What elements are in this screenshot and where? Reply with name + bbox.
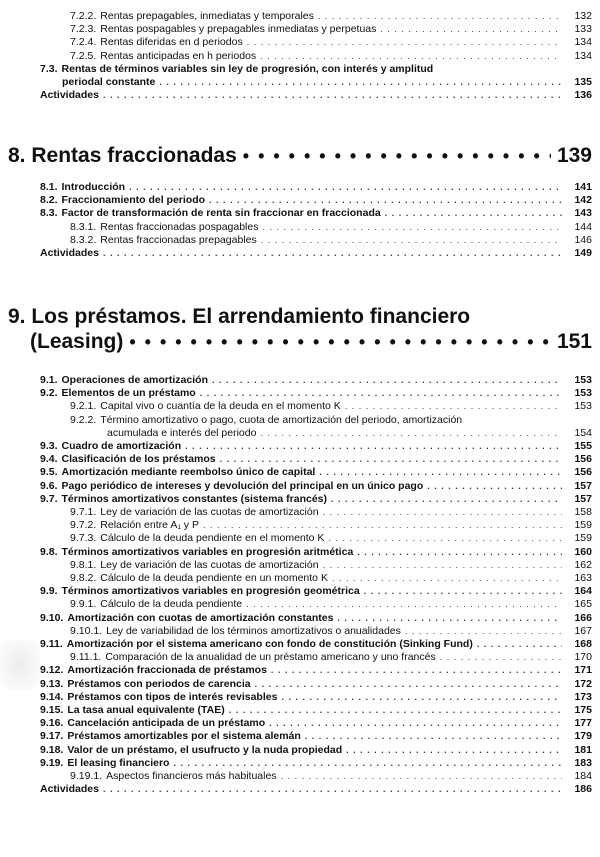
toc-entry-page: 173 [574, 690, 592, 703]
toc-entry-label [70, 23, 376, 35]
toc-entry-label [40, 181, 125, 193]
toc-entry-title: Cálculo de la deuda pendiente en un momento K [100, 572, 328, 584]
dot-leader [281, 770, 562, 782]
toc-entry-label [70, 532, 324, 544]
toc-entry [70, 400, 592, 412]
dot-leader [332, 572, 562, 584]
dot-leader [337, 612, 562, 624]
toc-entry-number: 8.3. [40, 207, 58, 220]
toc-entry [40, 480, 592, 492]
toc-entry-number: 8.3.2. [70, 233, 97, 246]
dot-leader [269, 717, 562, 729]
toc-entry-label [40, 678, 251, 690]
toc-entry-number: 9.7.3. [70, 532, 97, 545]
toc-entry-page: 132 [574, 10, 592, 22]
dot-leader [281, 691, 562, 703]
chapter-9-title-line2: (Leasing) [30, 330, 124, 353]
chapter-9-title-line1: 9. Los préstamos. El arrendamiento financiero [8, 305, 471, 328]
toc-entry [40, 585, 592, 597]
dot-leader [405, 625, 562, 637]
toc-entry [40, 194, 592, 206]
toc-entry-page: 177 [574, 717, 592, 730]
dot-leader [331, 493, 562, 505]
toc-entry-number: 9.7.1. [70, 506, 97, 518]
toc-entry-number: 7.2.3. [70, 23, 97, 36]
toc-entry-title: Ley de variación de las cuotas de amortización [100, 558, 319, 571]
toc-entry-title: Rentas fraccionadas pospagables [100, 220, 259, 233]
dot-leader [159, 76, 562, 88]
toc-entry-title-continued: acumulada e interés del periodo [107, 426, 257, 439]
toc-entry-number: 9.10. [40, 611, 64, 624]
dot-leader [440, 651, 562, 663]
toc-entry-number: 9.18. [40, 743, 64, 756]
toc-entry-title: Amortización fraccionada de préstamos [67, 664, 267, 677]
toc-entry-title: Término amortizativo o pago, cuota de amortización del periodo, amortización [100, 413, 463, 426]
toc-entry-number: 9.8.1. [70, 558, 97, 571]
toc-entry-title: La tasa anual equivalente (TAE) [67, 704, 225, 716]
toc-entry-number: 7.2.4. [70, 36, 97, 49]
toc-entry [40, 612, 592, 624]
toc-entry-page: 153 [574, 374, 592, 386]
toc-entry-title: Actividades [40, 247, 99, 259]
toc-entry-number: 9.11. [40, 638, 63, 650]
toc-entry [40, 704, 592, 716]
toc-entry-number: 9.17. [40, 730, 64, 743]
toc-entry-page: 135 [574, 75, 592, 88]
toc-entry-number: 8.1. [40, 181, 58, 193]
toc-entry-label [40, 691, 277, 703]
toc-entry [40, 440, 592, 452]
dot-leader [323, 559, 562, 571]
toc-entry-title: Rentas fraccionadas prepagables [100, 233, 257, 246]
dot-leader [380, 23, 562, 35]
dot-leader [255, 678, 562, 690]
dot-leader [328, 532, 562, 544]
toc-entry-page: 168 [574, 638, 592, 650]
toc-entry-page: 184 [574, 770, 592, 782]
toc-entry [62, 76, 592, 88]
toc-entry-label [70, 506, 319, 518]
toc-entry [40, 466, 592, 478]
toc-entry-page: 156 [574, 466, 592, 479]
toc-entry-label [70, 221, 258, 233]
toc-entry-title: Términos amortizativos variables en progresión aritmética [61, 545, 354, 558]
toc-entry [40, 493, 592, 505]
toc-entry-number: 9.3. [40, 440, 58, 452]
toc-entry-title: Préstamos amortizables por el sistema alemán [67, 730, 301, 743]
dot-leader [385, 207, 562, 219]
toc-entry [70, 651, 592, 663]
toc-entry-label [40, 466, 315, 478]
dot-leader [103, 247, 562, 259]
toc-entry-number: 7.2.5. [70, 49, 97, 62]
toc-entry [40, 453, 592, 465]
toc-entry-label [70, 559, 319, 571]
dot-leader [203, 519, 562, 531]
toc-entry-label [70, 598, 242, 610]
dot-leader [200, 387, 562, 399]
toc-entry-label [40, 638, 473, 650]
dot-leader [319, 466, 562, 478]
toc-entry-title: Ley de variabilidad de los términos amortizativos o anualidades [106, 624, 401, 637]
toc-entry-label [70, 400, 341, 412]
toc-entry-page: 159 [574, 532, 592, 545]
dot-leader [364, 585, 562, 597]
toc-entry-number: 9.10.1. [70, 624, 103, 637]
toc-entry [40, 744, 592, 756]
toc-entry-number: 9.5. [40, 466, 58, 479]
toc-entry [40, 387, 592, 399]
toc-entry-page: 179 [574, 730, 592, 743]
toc-entry-page: 156 [574, 453, 592, 466]
toc-entry-title: Actividades [40, 89, 99, 102]
toc-entry-title: Rentas prepagables, inmediatas y temporales [100, 10, 314, 22]
toc-entry [40, 89, 592, 101]
toc-entry [70, 23, 592, 35]
dot-leader [427, 480, 562, 492]
toc-entry [70, 559, 592, 571]
toc-entry [70, 234, 592, 246]
toc-entry [70, 572, 592, 584]
toc-entry-number: 9.19.1. [70, 770, 103, 782]
chapter-8-heading [8, 144, 592, 168]
toc-entry-page: 149 [574, 247, 592, 259]
toc-entry-label [40, 612, 333, 624]
dot-leader [261, 234, 562, 246]
toc-entry-label [40, 374, 208, 386]
toc-entry [70, 598, 592, 610]
toc-entry-title: Términos amortizativos constantes (sistema francés) [61, 492, 328, 505]
dot-leader [477, 638, 562, 650]
toc-entry-title: Amortización por el sistema americano con fondo de constitución (Sinking Fund) [66, 638, 473, 650]
chapter-9-leader [129, 332, 551, 353]
dot-leader [260, 427, 562, 439]
toc-entry-label [70, 36, 243, 48]
chapter-8-page: 139 [556, 144, 592, 167]
toc-entry-label [40, 730, 301, 742]
toc-entry-number: 9.11.1. [70, 651, 102, 664]
toc-entry-number: 9.8.2. [70, 572, 97, 584]
toc-entry-page: 162 [574, 558, 592, 571]
toc-entry-title: Rentas anticipadas en h periodos [100, 49, 257, 62]
toc-entry [70, 532, 592, 544]
toc-entry-label [70, 414, 462, 426]
toc-entry-title: Factor de transformación de renta sin fraccionar en fraccionada [61, 207, 381, 220]
dot-leader [185, 440, 562, 452]
toc-entry-label [40, 387, 196, 399]
toc-entry-page: 141 [574, 181, 592, 193]
toc-entry-page: 153 [574, 400, 592, 413]
toc-entry-page: 154 [574, 426, 592, 439]
toc-entry-label [70, 770, 277, 782]
toc-entry [40, 638, 592, 650]
toc-entry [107, 427, 592, 439]
toc-entry-label [40, 194, 205, 206]
toc-entry-page: 146 [574, 233, 592, 246]
dot-leader [346, 744, 562, 756]
toc-entry [70, 221, 592, 233]
toc-entry-label [40, 63, 433, 75]
toc-entry-page: 183 [574, 756, 592, 769]
toc-entry [40, 247, 592, 259]
toc-entry-label [40, 546, 353, 558]
toc-entry-label [70, 651, 436, 663]
toc-entry-number: 9.9.1. [70, 598, 97, 611]
toc-entry [70, 519, 592, 531]
toc-entry [70, 506, 592, 518]
toc-entry-number: 8.2. [40, 194, 58, 207]
toc-entry-page: 175 [574, 704, 592, 716]
toc-entry [70, 770, 592, 782]
toc-entry [70, 10, 592, 22]
toc-entry [40, 717, 592, 729]
dot-leader [103, 783, 562, 795]
toc-entry-page: 167 [574, 624, 592, 637]
dot-leader [345, 400, 562, 412]
toc-entry-title: Elementos de un préstamo [61, 387, 196, 400]
toc-entry-page: 153 [574, 387, 592, 400]
toc-entry-title: Introducción [61, 181, 126, 193]
toc-entry-number: 7.3. [40, 62, 58, 75]
toc-entry-page: 181 [574, 743, 592, 756]
toc-entry-page: 133 [574, 23, 592, 36]
toc-entry-label [70, 572, 328, 584]
toc-entry-first-line [70, 414, 592, 426]
toc-entry-page: 186 [574, 783, 592, 796]
toc-entry-title: Rentas diferidas en d periodos [100, 36, 243, 49]
toc-entry-label [70, 519, 199, 531]
toc-entry-first-line [40, 63, 592, 75]
toc-entry-title: Capital vivo o cuantía de la deuda en el momento K [100, 400, 341, 413]
toc-entry-page: 166 [574, 611, 592, 624]
toc-entry-number: 9.2. [40, 387, 58, 400]
toc-entry-label [40, 585, 360, 597]
toc-entry-number: 9.2.2. [70, 413, 97, 426]
toc-entry-number: 9.7. [40, 492, 58, 505]
toc-entry-title: Cálculo de la deuda pendiente [100, 598, 243, 611]
toc-entry [70, 50, 592, 62]
toc-entry-label [70, 50, 256, 62]
dot-leader [357, 546, 562, 558]
toc-entry-title: Actividades [40, 783, 99, 796]
toc-entry-number: 8.3.1. [70, 220, 97, 233]
toc-entry [40, 757, 592, 769]
toc-entry-number: 9.9. [40, 585, 58, 598]
toc-entry-page: 157 [574, 479, 592, 492]
toc-entry-number: 9.8. [40, 545, 58, 558]
toc-entry-label [70, 625, 401, 637]
toc-entry-title: Rentas pospagables y prepagables inmediatas y perpetuas [100, 23, 377, 36]
toc-entry [70, 36, 592, 48]
dot-leader [209, 194, 562, 206]
toc-entry-label [40, 247, 99, 259]
toc-entry-title: Comparación de la anualidad de un préstamo americano y uno francés [105, 651, 436, 664]
toc-entry-title: Amortización mediante reembolso único de capital [61, 466, 316, 479]
toc-entry-title: El leasing financiero [67, 756, 170, 769]
dot-leader [129, 181, 562, 193]
toc-entry-title: Relación entre A₁ y P [100, 519, 199, 532]
toc-entry-page: 144 [574, 220, 592, 233]
toc-entry-title: Aspectos financieros más habituales [106, 770, 277, 782]
toc-entry-label [40, 744, 342, 756]
toc-entry-title: Operaciones de amortización [61, 374, 208, 386]
toc-entry [40, 664, 592, 676]
faint-stamp-mark [0, 640, 40, 690]
toc-entry [40, 546, 592, 558]
toc-entry-label [40, 493, 327, 505]
toc-entry [70, 625, 592, 637]
toc-entry [40, 207, 592, 219]
dot-leader [271, 664, 562, 676]
toc-entry-label [40, 717, 265, 729]
toc-entry-page: 171 [574, 664, 592, 677]
toc-entry-title: Cálculo de la deuda pendiente en el momento K [100, 532, 325, 545]
chapter-9-heading [8, 304, 592, 354]
toc-entry-number: 9.16. [40, 717, 64, 730]
toc-entry-page: 160 [574, 545, 592, 558]
toc-entry-label [40, 664, 267, 676]
dot-leader [262, 221, 562, 233]
toc-entry-title: Fraccionamiento del periodo [61, 194, 206, 207]
toc-entry-title: Términos amortizativos variables en progresión geométrica [61, 585, 360, 598]
toc-entry-page: 165 [574, 598, 592, 611]
toc-entry-title: Valor de un préstamo, el usufructo y la nuda propiedad [67, 743, 343, 756]
toc-entry-page: 134 [574, 36, 592, 49]
chapter-8-title: 8. Rentas fraccionadas [8, 144, 237, 167]
toc-entry-page: 159 [574, 519, 592, 532]
toc-entry-number: 9.4. [40, 453, 58, 466]
toc-entry-title: Préstamos con periodos de carencia [67, 677, 251, 690]
toc-entry-page: 134 [574, 49, 592, 62]
dot-leader [305, 730, 562, 742]
toc-entry-label [70, 10, 314, 22]
toc-entry-number: 7.2.2. [70, 10, 97, 22]
toc-entry-label [40, 440, 181, 452]
toc-entry-page: 155 [574, 440, 592, 452]
toc-entry-number: 9.15. [40, 704, 64, 716]
toc-entry-number: 9.19. [40, 756, 64, 769]
toc-entry-label [40, 207, 381, 219]
dot-leader [323, 506, 562, 518]
toc-entry-number: 9.7.2. [70, 519, 97, 532]
dot-leader [247, 36, 562, 48]
dot-leader [212, 374, 562, 386]
toc-entry-title: Pago periódico de intereses y devolución del principal en un único pago [61, 479, 424, 492]
toc-entry-title: Cuadro de amortización [61, 440, 182, 452]
toc-entry-page: 157 [574, 492, 592, 505]
dot-leader [103, 89, 562, 101]
dot-leader [246, 598, 562, 610]
toc-entry-label [40, 783, 99, 795]
toc-entry-label [40, 453, 216, 465]
toc-entry-number: 9.2.1. [70, 400, 97, 413]
toc-entry-number: 9.12. [40, 664, 64, 677]
toc-entry-title: Clasificación de los préstamos [61, 453, 216, 466]
toc-entry-number: 9.1. [40, 374, 58, 386]
toc-entry-page: 158 [574, 506, 592, 518]
toc-entry-title: Cancelación anticipada de un préstamo [67, 717, 266, 730]
toc-entry-label [40, 757, 169, 769]
toc-entry-number: 9.13. [40, 677, 64, 690]
toc-entry [40, 691, 592, 703]
toc-entry-page: 170 [574, 651, 592, 664]
toc-entry-page: 143 [574, 207, 592, 220]
toc-entry-label [70, 234, 257, 246]
toc-entry-title: Préstamos con tipos de interés revisables [67, 690, 278, 703]
chapter-8-leader [243, 146, 551, 167]
toc-entry [40, 374, 592, 386]
toc-entry-label [40, 480, 423, 492]
toc-entry [40, 730, 592, 742]
toc-entry-title: Rentas de términos variables sin ley de progresión, con interés y amplitud [61, 62, 434, 75]
toc-entry-title: Amortización con cuotas de amortización constantes [67, 611, 334, 624]
dot-leader [229, 704, 562, 716]
dot-leader [173, 757, 562, 769]
toc-entry-label [40, 89, 99, 101]
toc-entry-number: 9.6. [40, 479, 58, 492]
toc-entry [40, 181, 592, 193]
dot-leader [318, 10, 562, 22]
dot-leader [220, 453, 562, 465]
toc-entry [40, 783, 592, 795]
toc-entry-page: 136 [574, 89, 592, 102]
dot-leader [260, 50, 562, 62]
toc-entry-title-continued: periodal constante [62, 75, 156, 88]
toc-entry-page: 164 [574, 585, 592, 598]
toc-entry-title: Ley de variación de las cuotas de amortización [100, 506, 319, 518]
toc-entry-label [40, 704, 225, 716]
toc-entry-page: 172 [574, 677, 592, 690]
toc-entry-number: 9.14. [40, 690, 64, 703]
toc-entry-page: 163 [574, 572, 592, 584]
chapter-9-page: 151 [556, 330, 592, 353]
toc-entry-page: 142 [574, 194, 592, 207]
toc-entry [40, 678, 592, 690]
